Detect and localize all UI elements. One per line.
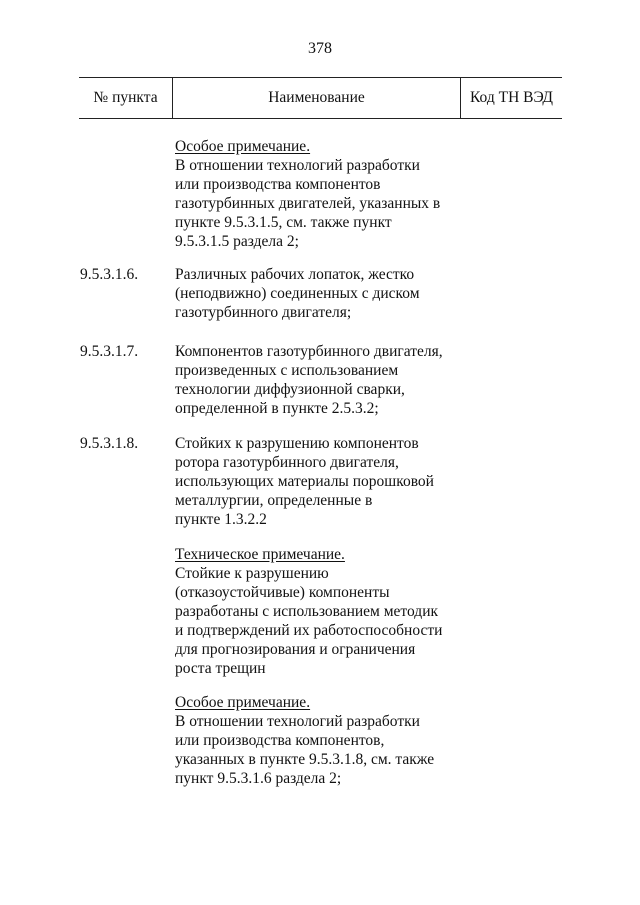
note-line: и подтверждений их работоспособности [175,622,443,639]
note-heading: Особое примечание. [175,694,311,711]
item-line: металлургии, определенные в [175,492,373,509]
header-customs-code: Код ТН ВЭД [469,89,553,106]
item-line: использующих материалы порошковой [175,473,434,490]
table-header [79,77,562,119]
note-line: разработаны с использованием методик [175,603,439,620]
note-heading: Особое примечание. [175,138,311,155]
item-line: газотурбинного двигателя; [175,304,352,321]
item-line: произведенных с использованием [175,362,399,379]
item-line: (неподвижно) соединенных с диском [175,285,420,302]
note-heading: Техническое примечание. [175,546,345,563]
note-line: В отношении технологий разработки [175,157,420,174]
item-line: Стойких к разрушению компонентов [175,435,419,452]
item-line: Компонентов газотурбинного двигателя, [175,343,443,360]
item-line: ротора газотурбинного двигателя, [175,454,399,471]
note-line: Стойкие к разрушению [175,565,329,582]
header-item-number: № пункта [79,78,173,118]
note-line: или производства компонентов, [175,732,385,749]
item-line: определенной в пункте 2.5.3.2; [175,400,379,417]
page-number: 378 [308,40,332,57]
note-line: (отказоустойчивые) компоненты [175,584,390,601]
note-line: указанных в пункте 9.5.3.1.8, см. также [175,751,435,768]
note-line: для прогнозирования и ограничения [175,641,416,658]
item-number: 9.5.3.1.7. [80,343,139,360]
note-line: В отношении технологий разработки [175,713,420,730]
item-line: Различных рабочих лопаток, жестко [175,266,415,283]
item-line: пункте 1.3.2.2 [175,511,267,528]
note-line: пункте 9.5.3.1.5, см. также пункт [175,214,392,231]
item-line: технологии диффузионной сварки, [175,381,405,398]
note-line: роста трещин [175,660,266,677]
note-line: 9.5.3.1.5 раздела 2; [175,233,299,250]
item-number: 9.5.3.1.6. [80,266,139,283]
header-name: Наименование [173,78,461,118]
item-number: 9.5.3.1.8. [80,435,139,452]
note-line: пункт 9.5.3.1.6 раздела 2; [175,770,342,787]
note-line: газотурбинных двигателей, указанных в [175,195,441,212]
note-line: или производства компонентов [175,176,381,193]
